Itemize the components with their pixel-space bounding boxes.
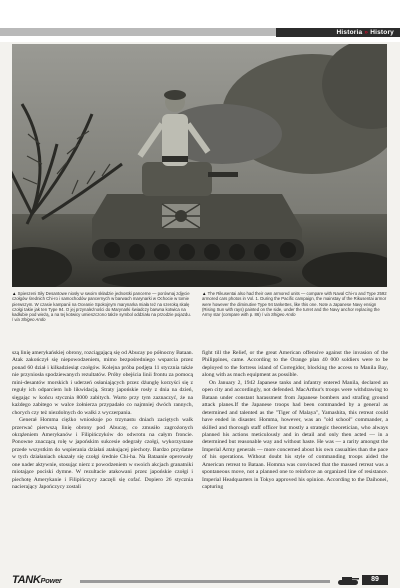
paragraph: fight till the Relief, or the great American offensive against the invasion of the Philippines, came. According to the Orange plan 40 000 soldiers were to be deployed to the fortress island of Corregidor, blocking the access to Manila Bay, along with as much equipment as possible.	[202, 350, 388, 379]
caption-polish: ▲ Spieszeni Siły Desantowe niosły w swoim składzie jednostki pancerne — porównaj zdjęcie czołgów średnich Chi-ro i samochodów pancernych w barwach marynarki w Ochocie w tomie pierwszym. W czasie kampanii na Oceanie Spokojnym marynarka miała też na szeroką skalę czołgi takie jak ten Type 94. O jej przynależności do Marynarki świadczy barwna kotwica na kadłubie pod wieżą, a na tej kotwicy umieszczono także symbol oddziału na przodzie pojazdu. / via Shigeo Ando	[12, 291, 191, 323]
photo-credit: via Shigeo Ando	[14, 317, 46, 323]
page-number: 89	[362, 575, 388, 585]
paragraph: Generał Homma ciężko wnioskuje po trzynastu dniach zaciętych walk przerwać pierwszą linię obrony pod Abucay, co zmusiło zagrożonych okrążeniem Amerykanów i Filipińczyków do odwrotu na całym froncie. Ponowne znaczącą rolę w japońskim sukcesie odegrały czołgi, wykorzystane przede wszystkim do wspierania działań atakującej piechoty. Bardzo przydatne w tych działaniach okazały się czołgi średnie Chi-ha. Na Bataanie operowały one nader aktywnie, stosując nierz z powodzeniem w swoich akcjach granatniki miotające pociski dymne. W rezultacie atakowani przez japońskie czołgi i piechotę Amerykanie i Filipińczycy zaczęli się cofać. Dopiero 26 stycznia nacierający Japończycy zostali	[12, 417, 193, 491]
paragraph: szą linię amerykańskiej obrony, rozciągającą się od Abucay po północny Bataan. Atak zakończył się niepowodzeniem, mimo bezpośredniego wsparcia przez ponad 60 dział i kilkadziesiąt czołgów. Kolejna próba podjęta 11 stycznia także nie przyniosła spodziewanych rezultatów. Próby obejścia linii frontu za pomocą mini-desantów morskich i uderzeń osłaniających przez dżunglę korzyści się z reguły ich odparciem lub likwidacją. Straty japońskie rosły z dnia na dzień, sięgając w końcu stycznia 8000 zabitych. Warto przy tym zaznaczyć, że na każdego zabitego w walce żołnierza przypadało co najmniej dwóch rannych, chorych czy też niezdolnych do walki z wyczerpania.	[12, 350, 193, 416]
section-label-en: History	[370, 29, 394, 36]
caption-english: ▲ The Rikusentai also had their own armored units — compare with Naval Chi-ro and Type 2592 armored cars photos in Vol. 1. During the Pacific campaign, the mainstay of the Rikusentai armor were however the diminutive Type 94 tankettes, like this one. Note a Japanese Navy ensign (Rising Sun with rays) painted on the side, under the turret and the Navy anchor replacing the Army star (compare with p. 86) / via Shigeo Ando	[202, 291, 387, 318]
magazine-logo	[12, 574, 62, 586]
page-footer	[0, 574, 400, 588]
photo-credit: via Shigeo Ando	[264, 312, 296, 318]
photo-illustration	[12, 44, 387, 287]
article-column-polish	[12, 350, 193, 492]
caption-marker: ▲	[12, 291, 17, 296]
section-tag	[276, 28, 400, 37]
section-label-pl: Historia	[336, 29, 363, 36]
paragraph: On January 2, 1942 Japanese tanks and infantry entered Manila, declared an open city and accordingly, not defended. MacArthur's troops were withdrawing to Bataan under constant harassment from Japanese bombers and strafing ground attack planes.If the Japanese troops had been commanded by a general as determined and talented as the "Tiger of Malaya", Yamashita, this retreat could have ended in disaster. Homma, however, was an "old school" commander, a skilled and thorough staff officer but mostly a strategic theoretician, who always planned his actions meticulously and in detail and only then acted — in a determined but reasonable way and without haste. He was — a rarity amongst the Imperial Army generals — more concerned about his own casualties than the pace of his operations. Without doubt his style of commanding troops aided the American retreat to Bataan. Homma was convinced that the massed retreat was a spontaneous move, not a planned one to reinforce an organized line of resistance. Imperial Headquarters in Tokyo approved his opinion. According to the Daihonei, capturing	[202, 379, 388, 491]
logo-main: TANK	[12, 574, 41, 586]
page-header	[0, 0, 400, 42]
article-column-english	[202, 350, 388, 492]
logo-sub: Power	[40, 576, 62, 585]
caption-text: The Rikusentai also had their own armored units — compare with Naval Chi-ro and Type 2592 armored cars photos in Vol. 1. During the Pacific campaign, the mainstay of the Rikusentai armor were however the diminutive Type 94 tankettes, like this one. Note a Japanese Navy ensign (Rising Sun with rays) painted on the side, under the turret and the Navy anchor replacing the Army star (compare with p. 86)	[202, 291, 387, 318]
caption-marker: ▲	[202, 291, 207, 296]
section-separator: »	[364, 29, 369, 36]
footer-rule	[80, 580, 330, 583]
tankette-photo	[12, 44, 387, 287]
caption-text: Spieszeni Siły Desantowe niosły w swoim składzie jednostki pancerne — porównaj zdjęcie czołgów średnich Chi-ro i samochodów pancernych w barwach marynarki w Ochocie w tomie pierwszym. W czasie kampanii na Oceanie Spokojnym marynarka miała też na szeroką skalę czołgi takie jak ten Type 94. O jej przynależności do Marynarki świadczy barwna kotwica na kadłubie pod wieżą, a na tej kotwicy umieszczono także symbol oddziału na przodzie pojazdu.	[12, 291, 191, 318]
tank-icon	[336, 574, 360, 586]
